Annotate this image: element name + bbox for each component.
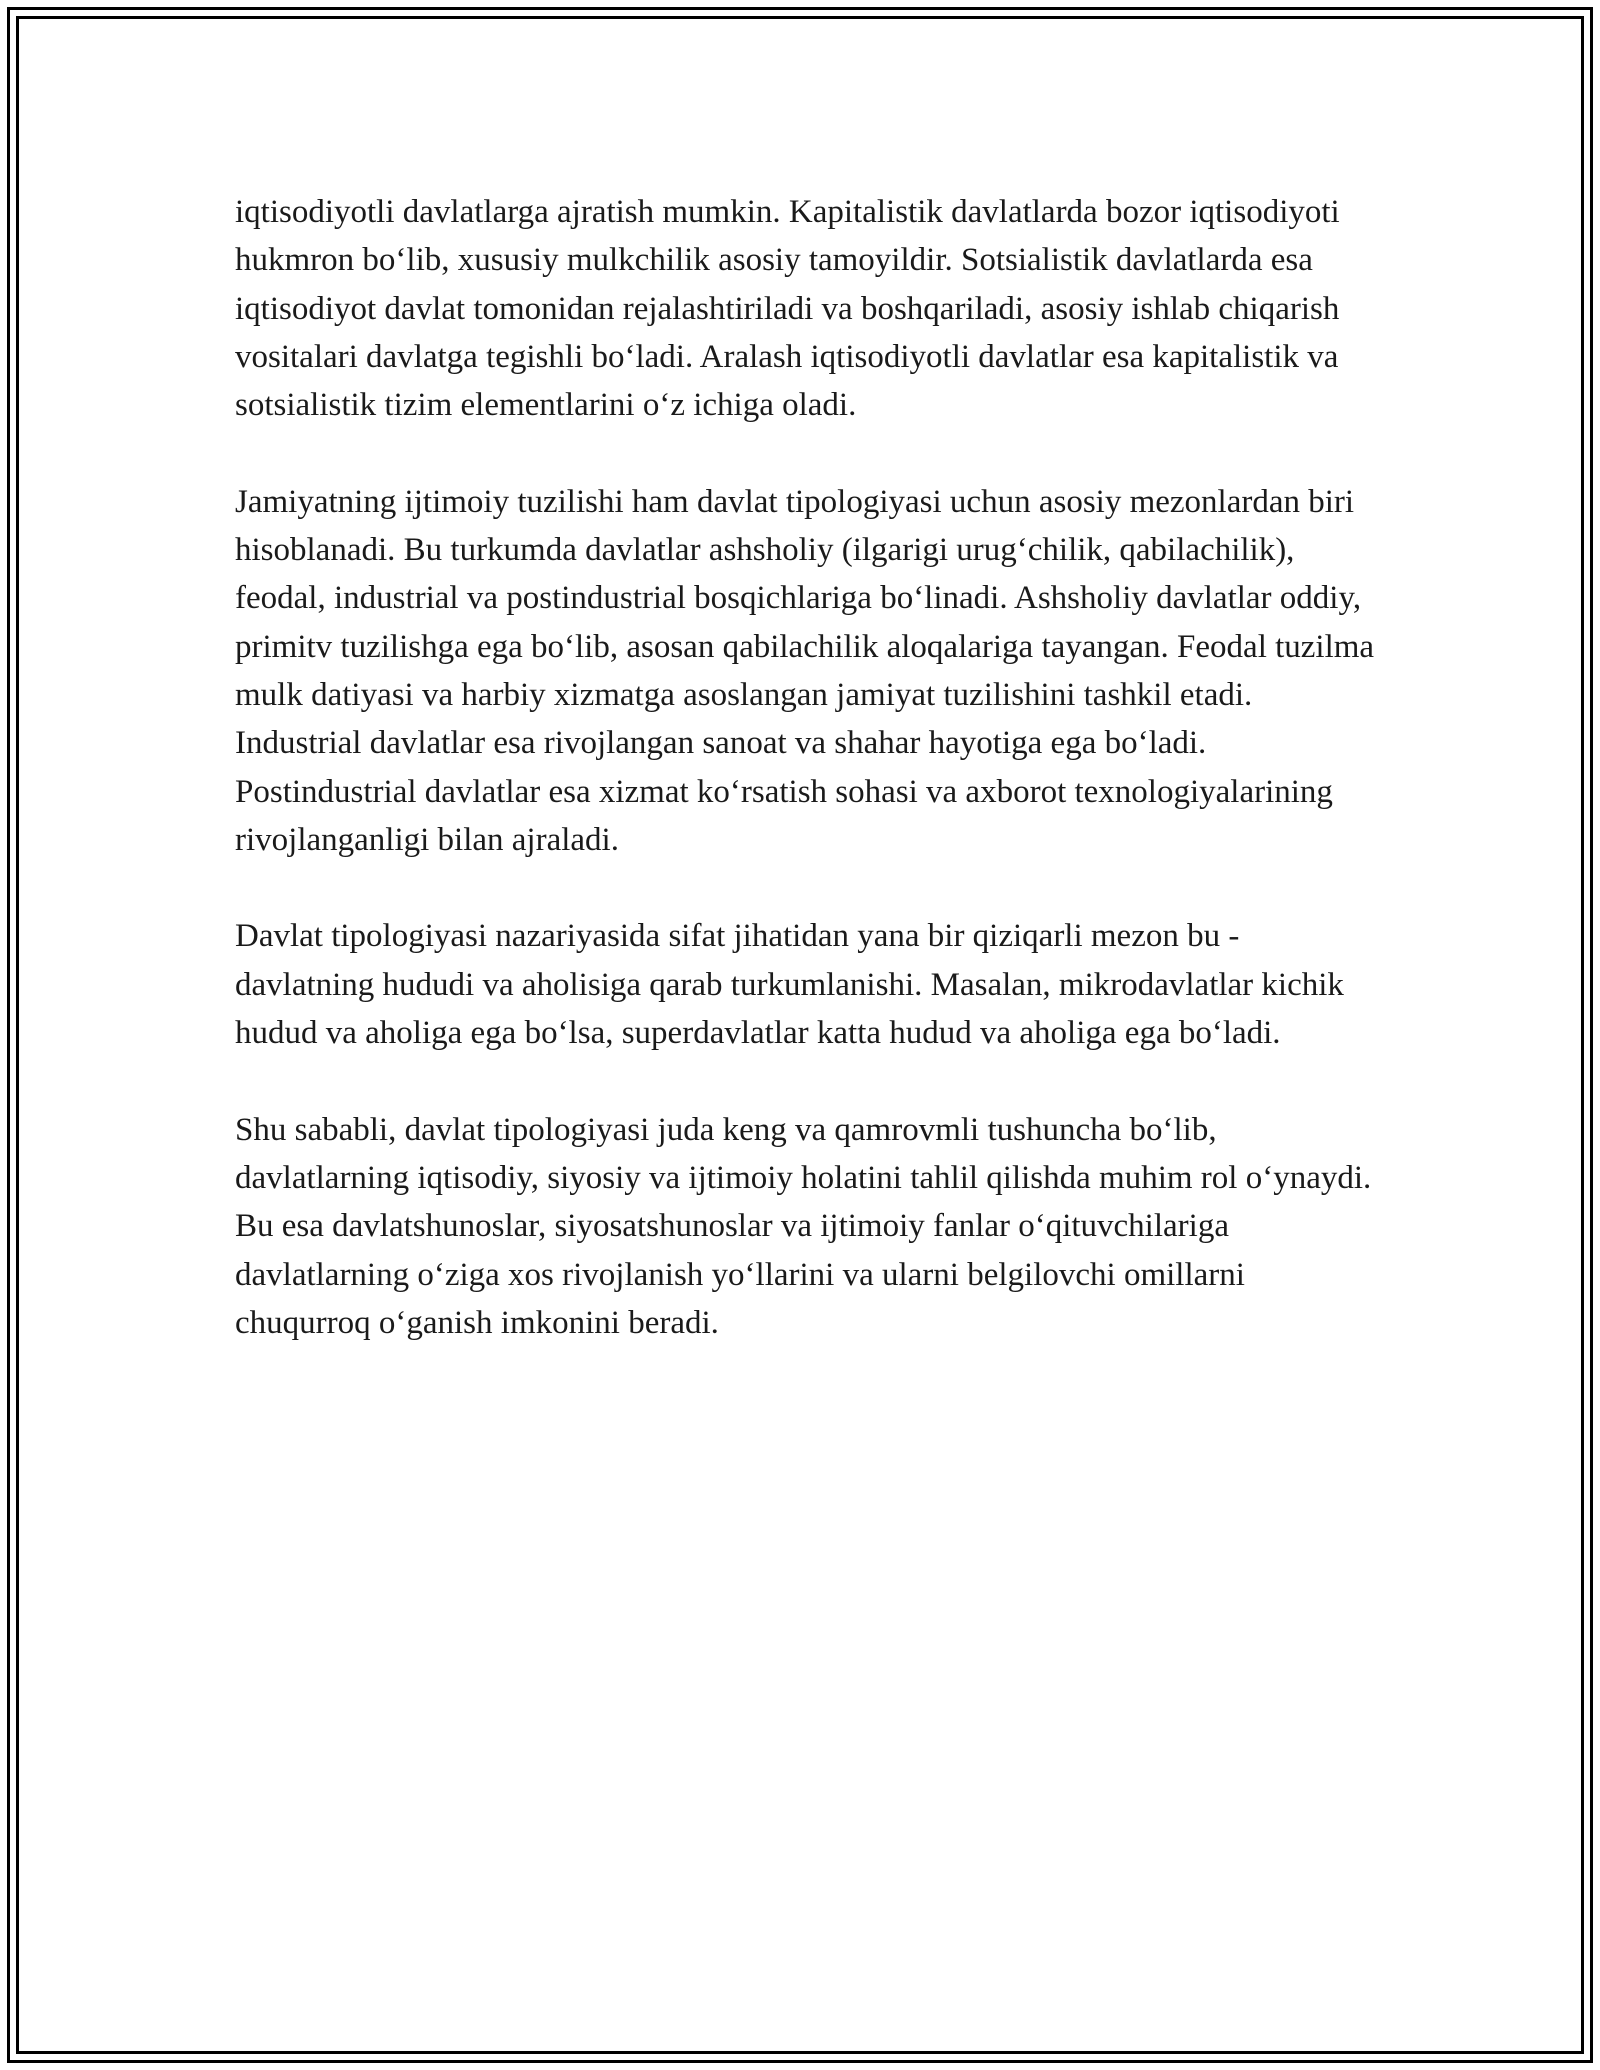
paragraph-social-structure: Jamiyatning ijtimoiy tuzilishi ham davlat tipologiyasi uchun asosiy mezonlardan biri hisoblanadi. Bu turkumda davlatlar ashsholiy (ilgarigi urug‘chilik, qabilachilik), feodal, industrial va postindustrial bosqichlariga bo‘linadi. Ashsholiy davlatlar oddiy, primitv tuzilishga ega bo‘lib, asosan qabilachilik aloqalariga tayangan. Feodal tuzilma mulk datiyasi va harbiy xizmatga asoslangan jamiyat tuzilishini tashkil etadi. Industrial davlatlar esa rivojlangan sanoat va shahar hayotiga ega bo‘ladi. Postindustrial davlatlar esa xizmat ko‘rsatish sohasi va axborot texnologiyalarining rivojlanganligi bilan ajraladi. <box>235 483 1375 858</box>
paragraph-economy-types: iqtisodiyotli davlatlarga ajratish mumkin. Kapitalistik davlatlarda bozor iqtisodiyoti hukmron bo‘lib, xususiy mulkchilik asosiy tamoyildir. Sotsialistik davlatlarda esa iqtisodiyot davlat tomonidan rejalashtiriladi va boshqariladi, asosiy ishlab chiqarish vositalari davlatga tegishli bo‘ladi. Aralash iqtisodiyotli davlatlar esa kapitalistik va sotsialistik tizim elementlarini o‘z ichiga oladi. <box>235 194 1340 424</box>
paragraph-territory-population: Davlat tipologiyasi nazariyasida sifat jihatidan yana bir qiziqarli mezon bu - davlatning hududi va aholisiga qarab turkumlanishi. Masalan, mikrodavlatlar kichik hudud va aholiga ega bo‘lsa, superdavlatlar katta hudud va aholiga ega bo‘ladi. <box>235 918 1344 1052</box>
paragraph-conclusion: Shu sababli, davlat tipologiyasi juda keng va qamrovmli tushuncha bo‘lib, davlatlarning iqtisodiy, siyosiy va ijtimoiy holatini tahlil qilishda muhim rol o‘ynaydi. Bu esa davlatshunoslar, siyosatshunoslar va ijtimoiy fanlar o‘qituvchilariga davlatlarning o‘ziga xos rivojlanish yo‘llarini va ularni belgilovchi omillarni chuqurroq o‘ganish imkonini beradi. <box>235 1111 1372 1341</box>
document-body <box>235 188 1375 1347</box>
